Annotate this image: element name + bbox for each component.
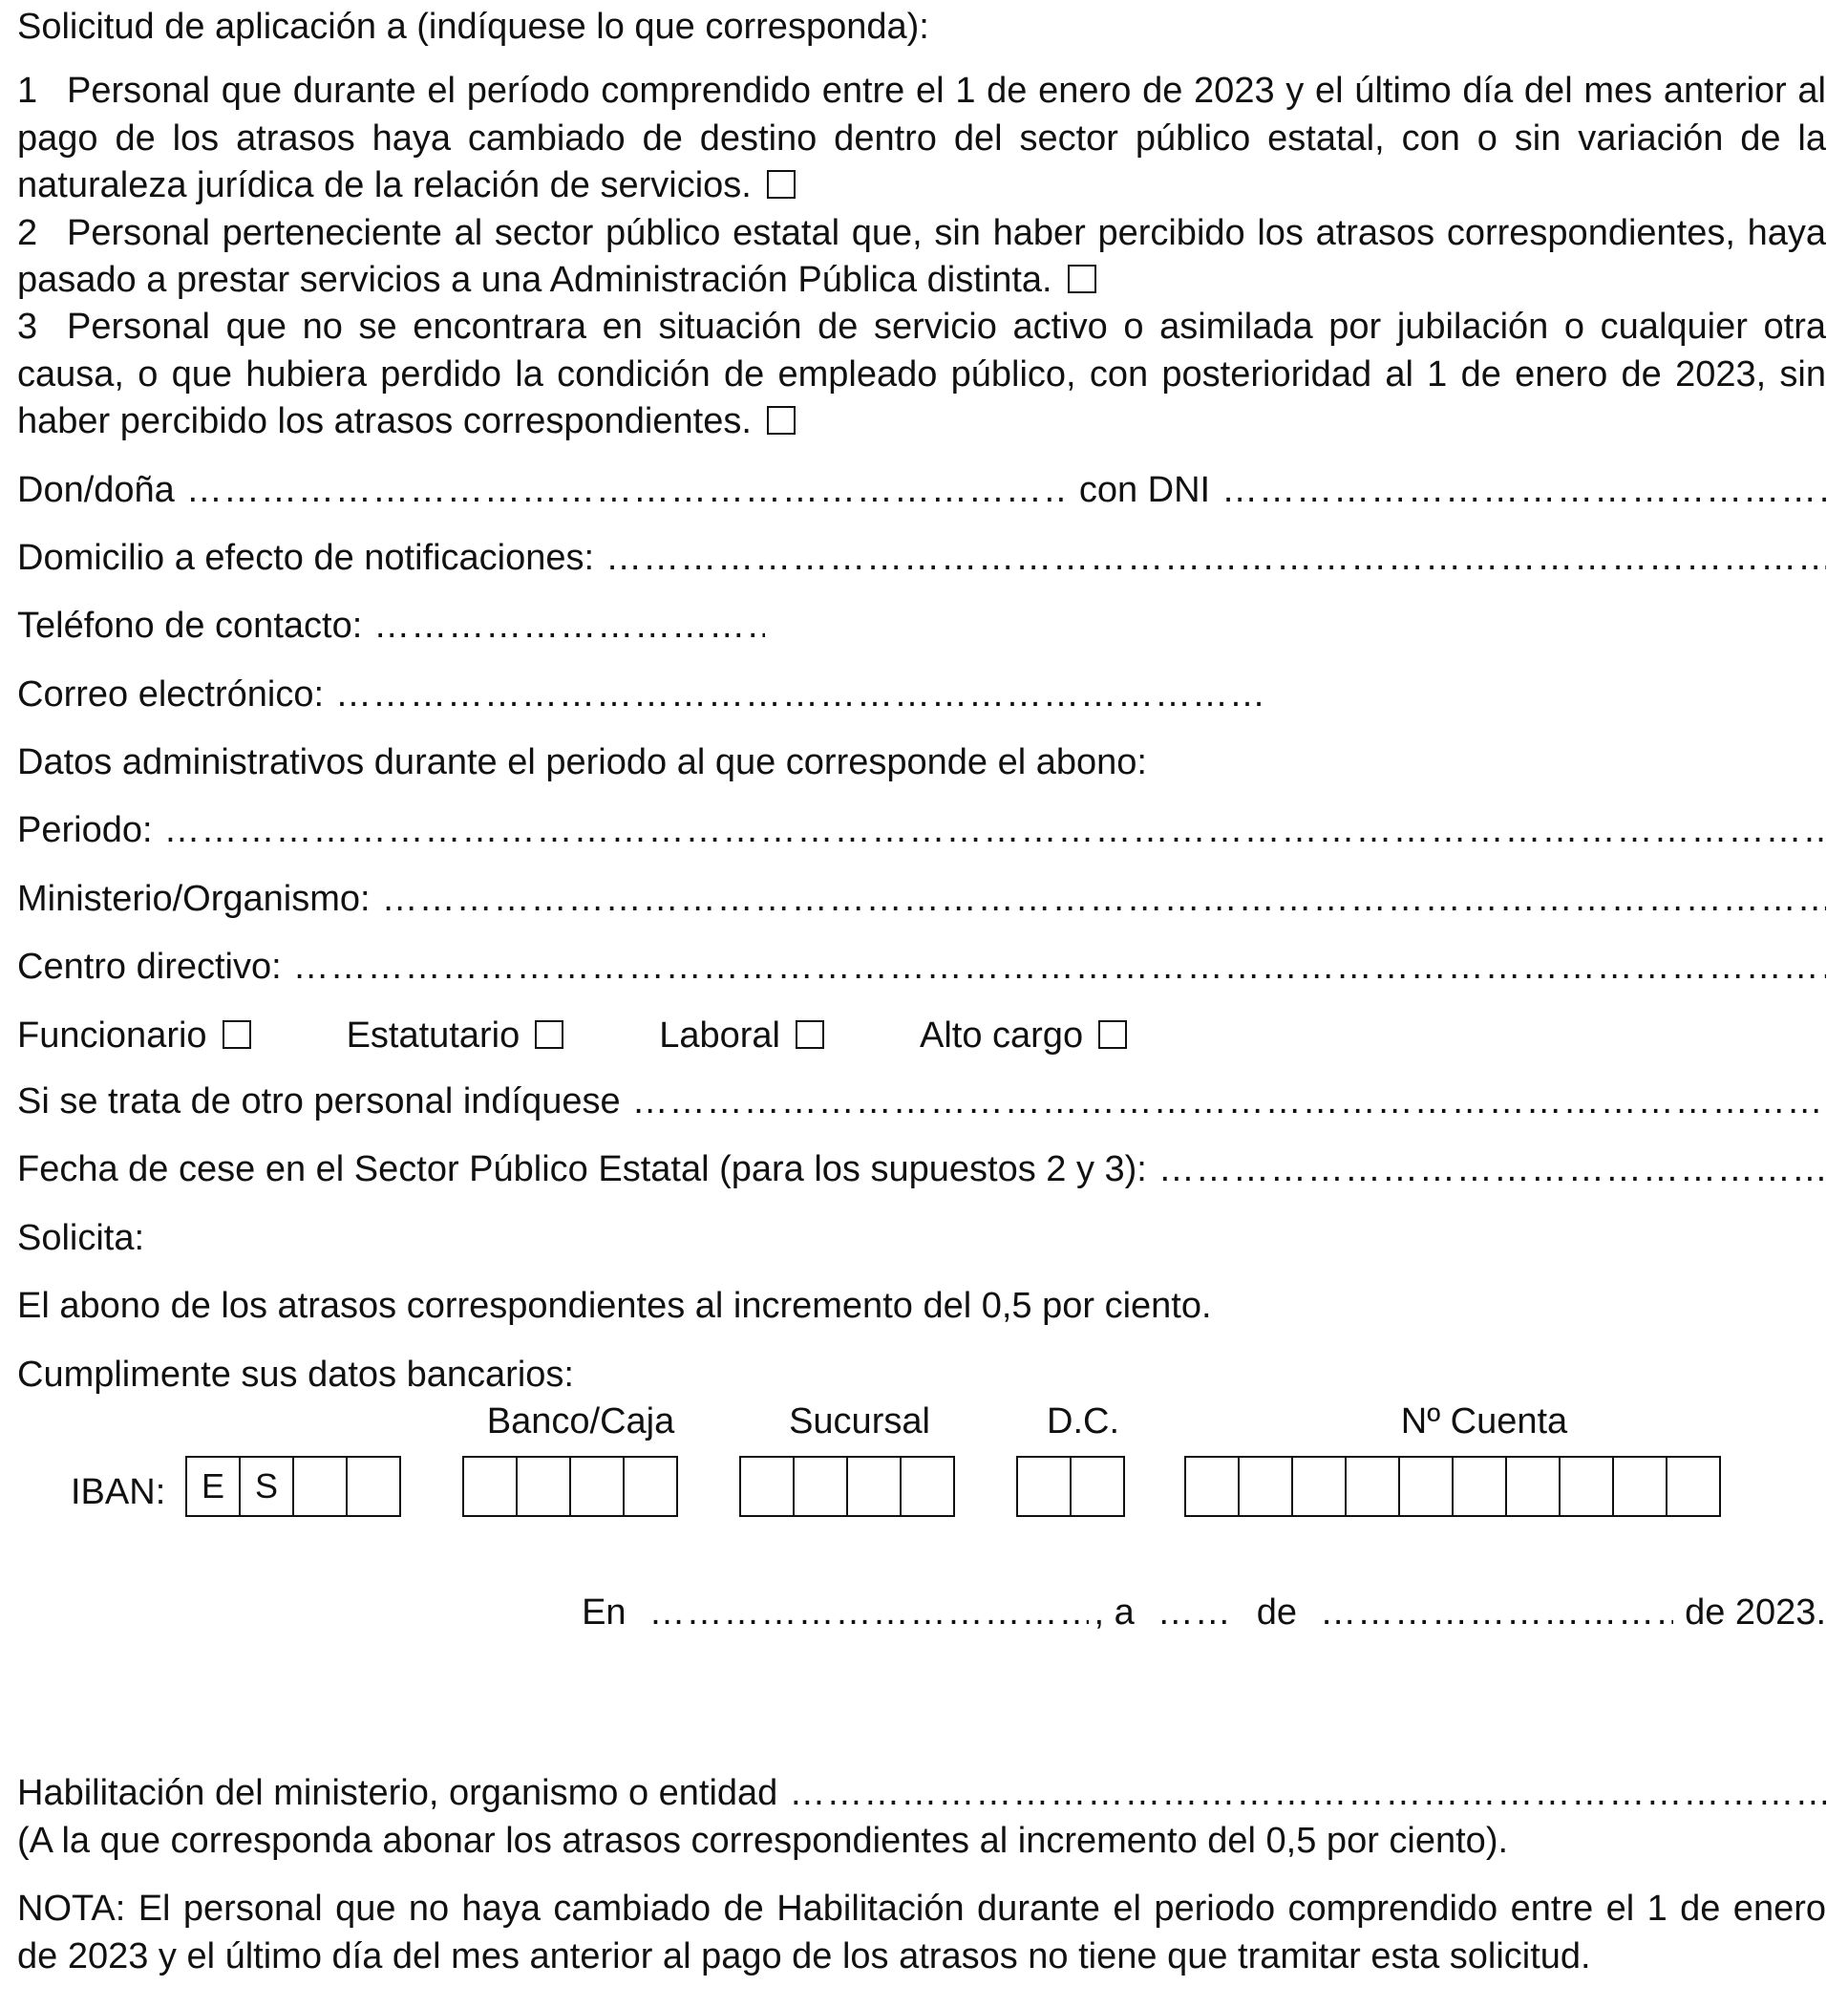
branch-digit-box[interactable] — [900, 1456, 955, 1517]
name-label: Don/doña — [17, 469, 175, 510]
bank-digit-box[interactable] — [516, 1456, 571, 1517]
intro-text: Solicitud de aplicación a (indíquese lo que corresponda): — [17, 7, 929, 47]
staff-type-row — [17, 1013, 1826, 1059]
estatutario-checkbox[interactable] — [535, 1020, 563, 1049]
name-field[interactable] — [186, 467, 1070, 514]
account-digit-box[interactable] — [1291, 1456, 1347, 1517]
address-field[interactable] — [605, 535, 1826, 582]
other-staff-label: Si se trata de otro personal indíquese — [17, 1081, 621, 1122]
iban-digit-box[interactable] — [292, 1456, 348, 1517]
check-digit-boxes — [1016, 1456, 1125, 1517]
branch-digit-box[interactable] — [739, 1456, 795, 1517]
option-3 — [17, 304, 1826, 445]
iban-prefix-boxes — [185, 1456, 401, 1517]
option-2-checkbox[interactable] — [1068, 265, 1096, 293]
role-label: Alto cargo — [919, 1015, 1084, 1056]
period-row — [17, 807, 1826, 854]
ministry-label: Ministerio/Organismo: — [17, 878, 371, 919]
footnote: NOTA: El personal que no haya cambiado de Habilitación durante el periodo comprendido entre el 1 de enero de 2023 y el último día del mes anterior al pago de los atrasos no tiene que tramitar esta solicitud. — [17, 1889, 1826, 1976]
address-row — [17, 535, 1826, 582]
role-laboral — [659, 1013, 824, 1059]
options-list — [17, 68, 1826, 445]
option-text: Personal que durante el período comprendido entre el 1 de enero de 2023 y el último día del mes anterior al pago de los atrasos haya cambiado de destino dentro del sector público estatal, con o sin variación de la naturaleza jurídica de la relación de servicios. — [17, 71, 1826, 206]
role-label: Funcionario — [17, 1015, 207, 1056]
account-digit-box[interactable] — [1238, 1456, 1293, 1517]
bank-digit-box[interactable] — [569, 1456, 625, 1517]
email-field[interactable] — [335, 672, 1271, 718]
option-number: 3 — [17, 307, 38, 348]
phone-label: Teléfono de contacto: — [17, 606, 363, 647]
branch-code-boxes — [739, 1456, 955, 1517]
city-field[interactable] — [649, 1590, 1089, 1636]
request-text: El abono de los atrasos correspondientes al incremento del 0,5 por ciento. — [17, 1286, 1212, 1327]
account-digit-box[interactable] — [1345, 1456, 1400, 1517]
account-digit-box[interactable] — [1452, 1456, 1507, 1517]
account-digit-box[interactable] — [1398, 1456, 1454, 1517]
termination-date-field[interactable] — [1158, 1146, 1826, 1193]
ministry-field[interactable] — [382, 876, 1826, 923]
directorate-label: Centro directivo: — [17, 947, 282, 988]
check-digit-box[interactable] — [1016, 1456, 1072, 1517]
account-header: Nº Cuenta — [1400, 1400, 1568, 1442]
phone-row — [17, 603, 1826, 650]
paying-office-field[interactable] — [789, 1770, 1826, 1817]
option-3-checkbox[interactable] — [767, 406, 796, 435]
option-text: Personal que no se encontrara en situación de servicio activo o asimilada por jubilación o cualquier otra causa, o que hubiera perdido la condición de empleado público, con posterioridad al 1 de enero de 2023, sin haber percibido los atrasos correspondientes. — [17, 307, 1826, 442]
other-staff-field[interactable] — [632, 1079, 1826, 1125]
iban-label: IBAN: — [71, 1471, 166, 1512]
check-digit-box[interactable] — [1070, 1456, 1125, 1517]
laboral-checkbox[interactable] — [796, 1020, 824, 1049]
dni-field[interactable] — [1221, 467, 1826, 514]
check-digit-header: D.C. — [1047, 1400, 1119, 1442]
role-label: Laboral — [659, 1015, 780, 1056]
iban-digit-box[interactable]: S — [239, 1456, 294, 1517]
day-field[interactable] — [1158, 1590, 1234, 1636]
alto-cargo-checkbox[interactable] — [1098, 1020, 1127, 1049]
phone-field[interactable] — [373, 603, 765, 650]
paying-office-row — [17, 1770, 1826, 1817]
role-label: Estatutario — [346, 1015, 520, 1056]
option-number: 1 — [17, 71, 38, 112]
option-2 — [17, 210, 1826, 305]
branch-digit-box[interactable] — [793, 1456, 848, 1517]
option-1 — [17, 68, 1826, 209]
role-alto-cargo — [920, 1013, 1127, 1059]
iban-section — [17, 1399, 1826, 1551]
bank-digit-box[interactable] — [623, 1456, 678, 1517]
request-label: Solicita: — [17, 1217, 145, 1258]
account-digit-box[interactable] — [1612, 1456, 1667, 1517]
branch-digit-box[interactable] — [846, 1456, 902, 1517]
account-digit-box[interactable] — [1666, 1456, 1721, 1517]
email-label: Correo electrónico: — [17, 673, 325, 715]
branch-header: Sucursal — [789, 1400, 930, 1442]
name-dni-row — [17, 467, 1826, 514]
admin-data-heading: Datos administrativos durante el periodo al que corresponde el abono: — [17, 742, 1147, 783]
paying-office-note: (A la que corresponda abonar los atrasos correspondientes al incremento del 0,5 por ciento). — [17, 1820, 1509, 1861]
email-row — [17, 672, 1826, 718]
date-de-label: de — [1256, 1591, 1298, 1633]
account-digit-box[interactable] — [1505, 1456, 1561, 1517]
dni-label: con DNI — [1078, 469, 1211, 510]
funcionario-checkbox[interactable] — [223, 1020, 251, 1049]
directorate-row — [17, 944, 1826, 991]
paying-office-label: Habilitación del ministerio, organismo o entidad — [17, 1773, 778, 1814]
termination-date-row — [17, 1146, 1826, 1193]
period-field[interactable] — [164, 807, 1826, 854]
period-label: Periodo: — [17, 810, 153, 851]
iban-digit-box[interactable] — [346, 1456, 401, 1517]
option-1-checkbox[interactable] — [767, 170, 796, 199]
directorate-field[interactable] — [293, 944, 1826, 991]
role-funcionario — [17, 1013, 251, 1059]
bank-data-label: Cumplimente sus datos bancarios: — [17, 1354, 574, 1395]
address-label: Domicilio a efecto de notificaciones: — [17, 537, 595, 578]
date-a-label: , a — [1094, 1591, 1135, 1633]
date-en-label: En — [582, 1591, 627, 1633]
account-number-boxes — [1184, 1456, 1721, 1517]
option-number: 2 — [17, 212, 38, 253]
account-digit-box[interactable] — [1559, 1456, 1614, 1517]
role-estatutario — [347, 1013, 564, 1059]
ministry-row — [17, 876, 1826, 923]
other-staff-row — [17, 1079, 1826, 1125]
iban-digit-box[interactable]: E — [185, 1456, 241, 1517]
bank-digit-box[interactable] — [462, 1456, 518, 1517]
application-form — [17, 4, 1826, 1980]
date-year-label: de 2023. — [1685, 1591, 1826, 1633]
bank-header: Banco/Caja — [486, 1400, 675, 1442]
bank-code-boxes — [462, 1456, 678, 1517]
account-digit-box[interactable] — [1184, 1456, 1240, 1517]
place-date-line — [17, 1590, 1826, 1636]
termination-date-label: Fecha de cese en el Sector Público Estatal (para los supuestos 2 y 3): — [17, 1149, 1147, 1190]
option-text: Personal perteneciente al sector público estatal que, sin haber percibido los atrasos correspondientes, haya pasado a prestar servicios a una Administración Pública distinta. — [17, 212, 1826, 300]
month-field[interactable] — [1320, 1590, 1673, 1636]
